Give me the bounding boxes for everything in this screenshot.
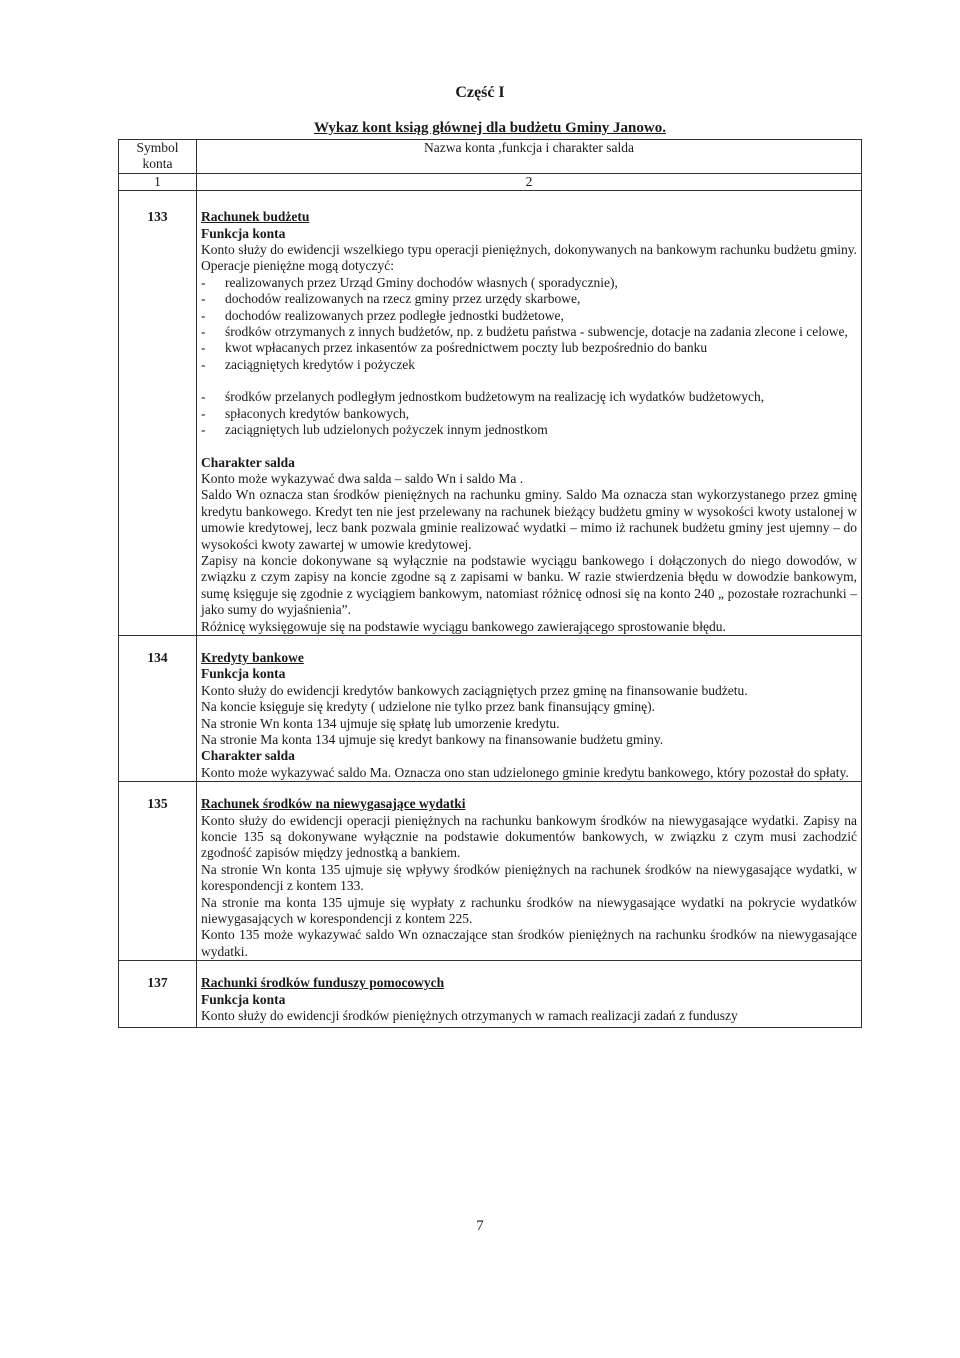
account-description xyxy=(197,191,862,636)
balance-paragraph: Saldo Wn oznacza stan środków pieniężnych na rachunku gminy. Saldo Ma oznacza stan wykorzystanego przez gminę kredytu bankowego. Kredyt ten nie jest przelewany na rachunek bieżący budżetu gminy w wysokości kwoty ustalonej w umowie kredytowej, lecz bank pozwala gminie realizować wydatki – mimo iż rachunek budżetu gminy jest ujemny – do wysokości kwoty zawartej w umowie kredytowej. xyxy=(201,487,857,552)
list-item: - realizowanych przez Urząd Gminy dochodów własnych ( sporadycznie), xyxy=(201,275,857,291)
table-header-row xyxy=(119,140,862,174)
account-symbol: 137 xyxy=(119,961,197,1027)
account-paragraph: Na koncie księguje się kredyty ( udzielone nie tylko przez bank finansujący gminę). xyxy=(201,699,655,715)
account-paragraph: Konto 135 może wykazywać saldo Wn oznaczające stan środków pieniężnych na rachunku środków na niewygasające wydatki. xyxy=(201,927,857,959)
account-name: Kredyty bankowe xyxy=(201,649,304,665)
account-symbol: 134 xyxy=(119,635,197,781)
list-item: - spłaconych kredytów bankowych, xyxy=(201,406,857,422)
balance-paragraph: Różnicę wyksięgowuje się na podstawie wyciągu bankowego zawierającego sprostowanie błędu. xyxy=(201,618,726,634)
balance-label: Charakter salda xyxy=(201,748,295,764)
account-symbol: 133 xyxy=(119,191,197,636)
table-row xyxy=(119,961,862,1027)
operations-list xyxy=(201,275,857,373)
function-label: Funkcja konta xyxy=(201,991,286,1007)
account-name: Rachunki środków funduszy pomocowych xyxy=(201,975,445,991)
list-item: - zaciągniętych lub udzielonych pożyczek innym jednostkom xyxy=(201,422,857,438)
function-label: Funkcja konta xyxy=(201,225,286,241)
header-col1-number: 1 xyxy=(119,173,197,190)
list-item: - środków otrzymanych z innych budżetów, np. z budżetu państwa - subwencje, dotacje na zadania zlecone i celowe, xyxy=(201,324,857,340)
table-row xyxy=(119,635,862,781)
expenses-list xyxy=(201,389,857,438)
balance-paragraph: Zapisy na koncie dokonywane są wyłącznie na podstawie wyciągu bankowego i dołączonych do niego dowodów, w związku z czym zapisy na koncie zgodne są z zapisami w banku. W razie stwierdzenia błędu w dowodzie bankowym, sumę księguje się zgodnie z wyciągiem bankowym, natomiast różnicę odnosi się na konto 240 „ pozostałe rozrachunki – jako sumy do wyjaśnienia”. xyxy=(201,552,857,618)
account-description xyxy=(197,635,862,781)
function-label: Funkcja konta xyxy=(201,666,286,682)
account-paragraph: Konto służy do ewidencji operacji pieniężnych na rachunku bankowym środków na niewygasające wydatki. Zapisy na koncie 135 są dokonywane wyłącznie na podstawie dokumentów bankowych, w związku z czym musi zachodzić zgodność zapisów między jednostką a bankiem. xyxy=(201,812,857,861)
list-item: - środków przelanych podległym jednostkom budżetowym na realizację ich wydatków budżetowych, xyxy=(201,389,857,405)
balance-label: Charakter salda xyxy=(201,454,295,470)
account-description xyxy=(197,961,862,1027)
function-text: Konto służy do ewidencji wszelkiego typu operacji pieniężnych, dokonywanych na bankowym rachunku budżetu gminy. Operacje pieniężne mogą dotyczyć: xyxy=(201,242,857,274)
balance-text: Konto może wykazywać saldo Ma. Oznacza ono stan udzielonego gminie kredytu bankowego, który pozostał do spłaty. xyxy=(201,764,849,780)
account-description xyxy=(197,782,862,961)
table-row xyxy=(119,782,862,961)
list-item: - dochodów realizowanych na rzecz gminy przez urzędy skarbowe, xyxy=(201,291,857,307)
list-item: - kwot wpłacanych przez inkasentów za pośrednictwem poczty lub bezpośrednio do banku xyxy=(201,340,857,356)
accounts-table xyxy=(118,139,862,1028)
list-item: - dochodów realizowanych przez podległe jednostki budżetowe, xyxy=(201,308,857,324)
account-paragraph: Na stronie Ma konta 134 ujmuje się kredyt bankowy na finansowanie budżetu gminy. xyxy=(201,732,664,747)
account-paragraph: Konto służy do ewidencji kredytów bankowych zaciągniętych przez gminę na finansowanie budżetu. xyxy=(201,682,748,698)
header-symbol: Symbol konta xyxy=(119,140,197,174)
account-paragraph: Na stronie Wn konta 135 ujmuje się wpływy środków pieniężnych na rachunek środków na niewygasające wydatki, w korespondencji z kontem 133. xyxy=(201,861,857,894)
function-text: Konto służy do ewidencji środków pieniężnych otrzymanych w ramach realizacji zadań z funduszy xyxy=(201,1008,738,1024)
header-name: Nazwa konta ,funkcja i charakter salda xyxy=(197,140,862,174)
balance-paragraph: Konto może wykazywać dwa salda – saldo Wn i saldo Ma . xyxy=(201,470,524,486)
table-header-number-row xyxy=(119,173,862,190)
account-paragraph: Na stronie ma konta 135 ujmuje się wypłaty z rachunku środków na niewygasające wydatki na pokrycie wydatków niewygasających w korespondencji z kontem 225. xyxy=(201,894,857,927)
account-name: Rachunek budżetu xyxy=(201,209,310,225)
document-title: Wykaz kont ksiąg głównej dla budżetu Gminy Janowo. xyxy=(313,120,666,136)
part-heading: Część I xyxy=(455,84,505,101)
account-paragraph: Na stronie Wn konta 134 ujmuje się spłatę lub umorzenie kredytu. xyxy=(201,715,560,731)
account-symbol: 135 xyxy=(119,782,197,961)
account-name: Rachunek środków na niewygasające wydatki xyxy=(201,796,466,812)
header-col2-number: 2 xyxy=(197,173,862,190)
page-number: 7 xyxy=(476,1218,484,1234)
table-row xyxy=(119,191,862,636)
list-item: - zaciągniętych kredytów i pożyczek xyxy=(201,357,857,373)
